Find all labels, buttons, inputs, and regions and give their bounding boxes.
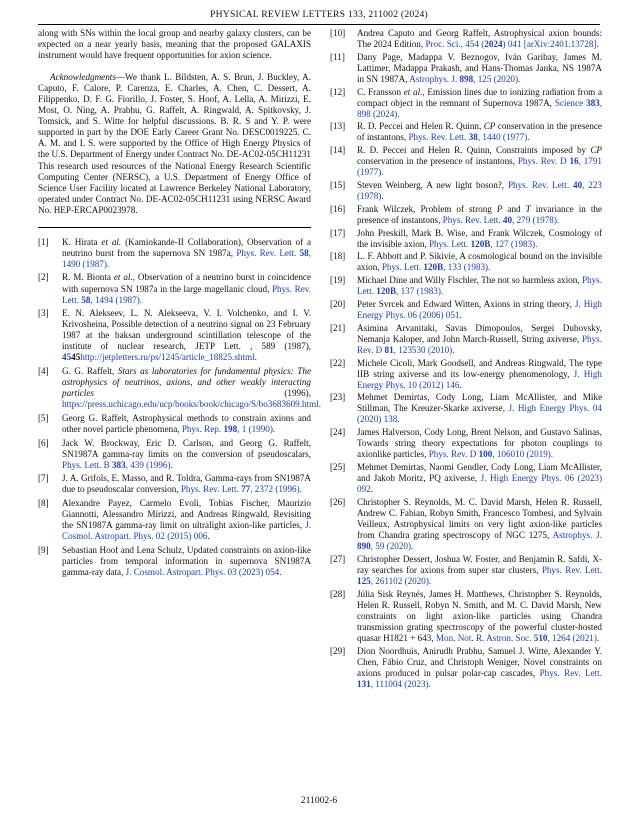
acknowledgments-dash: —	[115, 72, 126, 83]
acknowledgments-paragraph	[38, 72, 311, 216]
journal-name: J. Cosmol. Astropart. Phys. 02 (2015) 006	[62, 520, 311, 542]
reference-text: Júlia Sisk Reynés, James H. Matthews, Christopher S. Reynolds, Helen R. Russell, Robyn N. Smith, and M. C. David Marsh, New constraints on light axion-like particles using Chandra transmission grating spectroscopy of the powerful cluster-hosted quasar H1821 + 643,	[357, 588, 602, 643]
journal-volume: 120B	[470, 238, 491, 249]
journal-pages: , 127 (1983).	[490, 238, 538, 249]
reference-text: conservation in the presence of instantons,	[357, 121, 602, 143]
reference-journal-link[interactable]	[443, 215, 560, 225]
journal-pages: , 279 (1978).	[512, 214, 560, 225]
reference-end: .	[397, 414, 400, 425]
reference-journal-link[interactable]	[436, 633, 599, 643]
journal-name: Phys. Rev. D	[517, 156, 570, 167]
references-separator	[38, 227, 311, 228]
reference-end: .	[370, 484, 373, 495]
reference-number: [27]	[330, 553, 346, 564]
reference-number: [3]	[38, 308, 49, 319]
journal-name: Phys. Rev. Lett.	[539, 667, 602, 678]
reference-text: C. Fransson	[357, 86, 404, 97]
journal-pages: , 2372 (1996).	[250, 484, 302, 495]
reference-italic: T	[525, 203, 531, 214]
journal-pages: , 261102 (2020).	[370, 575, 432, 586]
reference-text: , Observation of a neutrino burst in coincidence with supernova SN 1987a in the large magellanic cloud,	[62, 272, 311, 294]
reference-number: [22]	[330, 357, 346, 368]
reference-number: [6]	[38, 437, 49, 448]
reference-number: [10]	[330, 28, 346, 38]
reference-number: [29]	[330, 645, 346, 656]
reference-text: R. D. Peccei and Helen R. Quinn,	[357, 121, 484, 132]
journal-name: J. High Energy Phys. 06 (2023) 092	[357, 473, 602, 495]
reference-item	[330, 251, 602, 273]
reference-text: Georg G. Raffelt, Astrophysical methods to constrain axions and other novel particle phenomena,	[62, 412, 311, 434]
journal-name: Phys. Rev. Lett.	[180, 484, 242, 495]
journal-name: Proc. Sci., 454 (	[425, 39, 485, 50]
journal-name: Science	[554, 97, 587, 108]
reference-end: .	[459, 310, 462, 320]
reference-number: [26]	[330, 496, 346, 507]
reference-number: [13]	[330, 121, 346, 132]
reference-italic: et al.	[113, 272, 133, 283]
reference-item	[38, 413, 311, 435]
journal-name: J. High Energy Phys. 10 (2012) 146	[357, 368, 602, 390]
reference-text: G. G. Raffelt,	[62, 366, 118, 377]
reference-text: John Preskill, Mark B. Wise, and Frank Wilczek, Cosmology of the invisible axion,	[357, 227, 602, 249]
reference-item	[38, 438, 311, 471]
journal-volume: 198	[223, 423, 238, 434]
journal-name: Phys. Lett.	[381, 262, 424, 273]
reference-text: E. N. Alekseev, L. N. Alekseeva, V. I. Volchenko, and I. V. Krivosheina, Possible detection of a neutrino signal on 23 February 1987 at the baksan underground scintillation telescope of the institute of nuclear research, JETP Lett.	[62, 308, 311, 352]
reference-journal-link[interactable]	[181, 484, 302, 494]
reference-text: invariance in the presence of instantons,	[357, 203, 602, 225]
journal-pages: , 1264 (2021).	[547, 632, 600, 643]
journal-pages: , 1 (1990).	[237, 423, 276, 434]
reference-text: Christopher S. Reynolds, M. C. David Marsh, Helen R. Russell, Andrew C. Fabian, Robyn Smith, Francesco Tombesi, and Sylvain Veilleux, Astrophysical limits on very light axion-like particles from Chandra grating spectroscopy of NGC 1275,	[357, 496, 602, 541]
reference-text: Dany Page, Madappa V. Beznogov, Iván Garibay, James M. Lattimer, Madappa Prakash, and Hans-Thomas Janka, NS 1987A in SN 1987A,	[357, 51, 602, 84]
reference-journal-link[interactable]	[429, 449, 553, 459]
reference-italic: Stars as laboratories for fundamental physics: The astrophysics of neutrinos, axions, and other weakly interacting particles	[62, 366, 311, 399]
reference-text: L. F. Abbott and P. Sikivie, A cosmological bound on the invisible axion,	[357, 251, 602, 273]
journal-name: Mon. Not. R. Astron. Soc.	[435, 632, 534, 643]
reference-number: [23]	[330, 392, 346, 403]
reference-item	[38, 308, 311, 363]
reference-item	[330, 392, 602, 425]
journal-volume: 58	[299, 247, 309, 258]
intro-paragraph: along with SNs within the local group and nearby galaxy clusters, can be expected on a near yearly basis, meaning that the proposed GALAXIS instrument would have frequent opportunities for axion science.	[38, 28, 311, 61]
left-column	[38, 28, 322, 580]
reference-number: [12]	[330, 86, 346, 97]
journal-volume: 120B	[376, 286, 397, 297]
reference-item	[330, 427, 602, 460]
journal-name: Phys. Lett. B	[62, 459, 112, 470]
journal-volume: 38	[468, 132, 478, 143]
reference-list-left	[38, 236, 322, 578]
reference-item	[330, 121, 602, 143]
reference-end: .	[459, 379, 462, 390]
reference-text: Steven Weinberg, A new light boson?,	[357, 180, 508, 191]
reference-url-link[interactable]: https://press.uchicago.edu/ucp/books/book/chicago/S/bo3683609.html	[62, 399, 319, 410]
reference-number: [11]	[330, 51, 345, 62]
reference-text: conservation in the presence of instantons,	[357, 156, 518, 167]
reference-text: , 589 (1987),	[250, 341, 312, 352]
reference-end: .	[596, 39, 599, 50]
reference-number: [17]	[330, 227, 346, 238]
reference-volume: 45	[71, 352, 81, 363]
journal-name: Astrophys. J.	[552, 530, 602, 541]
reference-journal-link[interactable]	[62, 352, 71, 362]
reference-item	[38, 545, 311, 578]
journal-name: J. Cosmol. Astropart. Phys. 03 (2023) 054	[125, 566, 280, 577]
reference-item	[330, 462, 602, 495]
journal-volume: 100	[478, 449, 493, 460]
journal-name: Phys. Rev. Lett.	[236, 247, 300, 258]
reference-text: Christopher Dessert, Joshua W. Foster, and Benjamin R. Safdi, X-ray searches for axions from super star clusters,	[357, 553, 602, 575]
reference-number: [9]	[38, 544, 49, 555]
reference-journal-link[interactable]	[409, 74, 520, 84]
reference-text: R. D. Peccei and Helen R. Quinn, Constraints imposed by	[357, 145, 591, 156]
reference-journal-link[interactable]	[382, 262, 491, 272]
journal-volume: 16	[569, 156, 579, 167]
acknowledgments-text: We thank L. Bildsten, A. S. Brun, J. Buckley, A. Caputo, F. Calore, P. Carenza, E. Charles, A. Chen, C. Dessert, A. Filippenko, D. F. G. Fiorillo, J. Foster, S. Hoof, A. Lella, A. Mirizzi, E. Most, O. Ning, A. Prabhu, G. Raffelt, A. Ringwald, A. Spitkovsky, J. Tomsick, and S. Witte for helpful discussions. B. R. S and Y. P. were supported in part by the DOE Early Career Grant No. DESC0019225. C. A. M. and I. S. were supported by the Office of High Energy Physics of the U.S. Department of Energy under Contract No. DE-AC02-05CH11231 This research used resources of the National Energy Research Scientific Computing Center (NERSC), a U.S. Department of Energy Office of Science User Facility located at Lawrence Berkeley National Laboratory, operated under Contract No. DE-AC02-05CH11231 using NERSC Award No. HEP-ERCAP0023978.	[38, 72, 311, 215]
reference-number: [28]	[330, 588, 346, 599]
reference-italic: et al.	[403, 86, 423, 97]
reference-end: .	[254, 352, 257, 363]
reference-journal-link[interactable]	[182, 424, 275, 434]
journal-name: Astrophys. J.	[409, 73, 460, 84]
acknowledgments-label: Acknowledgments	[50, 72, 116, 83]
journal-pages: ) 041 [arXiv:2401.13728]	[502, 39, 597, 50]
reference-item	[330, 204, 602, 226]
reference-item	[38, 366, 322, 410]
reference-end: .	[279, 566, 282, 577]
journal-name: Phys. Rev. Lett.	[507, 180, 574, 191]
reference-item	[330, 589, 602, 644]
reference-item	[330, 323, 602, 356]
reference-number: [16]	[330, 203, 346, 214]
reference-journal-link[interactable]	[62, 460, 173, 470]
reference-number: [19]	[330, 275, 346, 286]
reference-text: J. A. Grifols, E. Masso, and R. Toldra, Gamma-rays from SN1987A due to pseudoscalar conversion,	[62, 473, 311, 495]
journal-pages: , 133 (1983).	[443, 262, 491, 273]
reference-item	[38, 498, 311, 542]
journal-volume: 510	[533, 632, 548, 643]
reference-text: Dion Noordhuis, Anirudh Prabhu, Samuel J. Witte, Alexander Y. Chen, Fábio Cruz, and Christoph Weniger, Novel constraints on axions produced in pulsar polar-cap cascades,	[357, 645, 602, 678]
journal-volume: 383	[586, 97, 600, 108]
journal-name: Phys. Lett.	[428, 238, 471, 249]
reference-item	[330, 28, 602, 50]
journal-volume: 383	[111, 459, 126, 470]
reference-number: [24]	[330, 427, 346, 438]
reference-item	[330, 180, 602, 202]
journal-pages: , 106010 (2019).	[492, 449, 554, 460]
reference-journal-link[interactable]	[429, 239, 538, 249]
reference-text: Mehmet Demirtas, Naomi Gendler, Cody Long, Liam McAllister, and Jakob Moritz, PQ axiverse,	[357, 462, 602, 484]
journal-pages: , 125 (2020).	[473, 73, 521, 84]
journal-pages: , 1440 (1977).	[477, 132, 530, 143]
journal-volume: 898	[459, 73, 474, 84]
reference-item	[330, 554, 602, 587]
reference-number: [15]	[330, 180, 346, 191]
reference-text: Michele Cicoli, Mark Goodsell, and Andreas Ringwald, The type IIB string axiverse and its low-energy phenomenology,	[357, 357, 602, 379]
reference-item	[330, 358, 602, 391]
reference-end: .	[207, 531, 210, 542]
reference-text: Peter Svrcek and Edward Witten, Axions in string theory,	[357, 298, 575, 309]
reference-number: [25]	[330, 462, 346, 473]
reference-number: [20]	[330, 298, 346, 309]
reference-item	[330, 87, 602, 120]
reference-item	[330, 145, 602, 178]
journal-pages: , 439 (1996).	[125, 459, 173, 470]
journal-pages: , 59 (2020).	[370, 541, 414, 552]
reference-number: [8]	[38, 497, 49, 508]
reference-text: Jack W. Brockway, Eric D. Carlson, and Georg G. Raffelt, SN1987A gamma-ray limits on the conversion of pseudoscalars,	[62, 437, 311, 459]
reference-item	[38, 237, 311, 270]
journal-pages: , 111004 (2023).	[370, 678, 431, 689]
reference-item	[330, 299, 602, 321]
journal-name: Phys. Rev. D	[428, 449, 479, 460]
journal-pages: , 1494 (1987).	[90, 294, 143, 305]
reference-italic: P	[496, 203, 503, 214]
reference-list-right	[330, 28, 602, 690]
reference-item	[38, 272, 311, 305]
journal-volume: 40	[573, 180, 583, 191]
reference-text: (1996),	[93, 388, 311, 399]
journal-name: Phys. Rep.	[181, 423, 224, 434]
reference-italic: CP	[590, 145, 602, 156]
reference-number: [21]	[330, 322, 346, 333]
reference-number: [4]	[38, 366, 49, 377]
reference-text: Asimina Arvanitaki, Savas Dimopoulos, Sergei Dubovsky, Nemanja Kaloper, and John March-Russell, String axiverse,	[357, 322, 602, 344]
reference-text: Michael Dine and Willy Fischler, The not so harmless axion,	[357, 275, 582, 286]
header-rule	[38, 24, 600, 25]
reference-item	[330, 646, 602, 690]
reference-text: (Kamiokande-II Collaboration), Observation of a neutrino burst from the supernova SN 1987a,	[62, 236, 312, 258]
reference-end: .	[318, 399, 322, 410]
journal-name: Phys. Rev. D	[357, 333, 602, 355]
reference-text: Sebastian Hoof and Lena Schulz, Updated constraints on axion-like particles from temporal information in supernova SN1987A gamma-ray data,	[62, 544, 311, 577]
reference-italic: CP	[483, 121, 496, 132]
reference-text: , Emission lines due to ionizing radiation from a compact object in the remnant of Supernova 1987A,	[357, 86, 603, 108]
journal-volume: 81	[384, 344, 394, 355]
reference-journal-link[interactable]	[425, 39, 596, 49]
journal-name: J. High Energy Phys. 06 (2006) 051	[357, 298, 602, 320]
reference-text: Alexandre Payez, Carmelo Evoli, Tobias Fischer, Maurizio Giannotti, Alessandro Mirizzi, and Andreas Ringwald, Revisiting the SN1987A gamma-ray limit on ultralight axion-like particles,	[62, 497, 311, 531]
journal-pages: , 137 (1983).	[396, 286, 444, 297]
journal-volume: 125	[357, 575, 371, 586]
journal-name: Phys. Rev. Lett.	[408, 132, 469, 143]
reference-number: [2]	[38, 272, 49, 283]
journal-pages: , 223 (1978).	[357, 180, 602, 202]
journal-name: Phys. Rev. Lett.	[442, 214, 503, 225]
journal-volume: 131	[357, 678, 371, 689]
reference-item	[38, 473, 311, 495]
reference-text: Andrea Caputo and Georg Raffelt, Astrophysical axion bounds: The 2024 Edition,	[357, 28, 602, 50]
reference-text: and	[502, 203, 526, 214]
journal-pages: , 1490 (1987).	[62, 247, 311, 269]
journal-volume: 40	[502, 214, 513, 225]
reference-item	[330, 52, 602, 85]
journal-volume: 2024	[484, 39, 503, 50]
reference-number: [1]	[38, 236, 49, 247]
reference-number: [7]	[38, 473, 49, 484]
running-head: PHYSICAL REVIEW LETTERS 133, 211002 (2024)	[210, 9, 428, 20]
reference-journal-link[interactable]	[126, 567, 280, 577]
journal-name: Phys. Rev. Lett.	[62, 283, 312, 305]
reference-item	[330, 275, 602, 297]
reference-number: [18]	[330, 251, 346, 262]
reference-text: James Halverson, Cody Long, Brent Nelson, and Gustavo Salinas, Towards string theory expectations for photon couplings to axionlike particles,	[357, 427, 602, 460]
journal-volume: 120B	[423, 262, 444, 273]
reference-text: Frank Wilczek, Problem of strong	[357, 203, 497, 214]
reference-text: Mehmet Demirtas, Cody Long, Liam McAllister, and Mike Stillman, The Kreuzer-Skarke axiverse,	[357, 392, 602, 414]
reference-italic: et al.	[101, 236, 122, 247]
journal-volume: 77	[241, 484, 251, 495]
reference-url-link[interactable]: http://jetpletters.ru/ps/1245/article_18825.shtml	[80, 352, 255, 363]
reference-text: K. Hirata	[62, 236, 102, 247]
reference-text: R. M. Bionta	[62, 272, 114, 283]
reference-number: [14]	[330, 145, 346, 156]
journal-volume: 45	[62, 352, 72, 363]
journal-pages: , 1791 (1977).	[357, 156, 602, 178]
journal-pages: , 898 (2024).	[357, 97, 602, 119]
journal-volume: 58	[81, 294, 91, 305]
journal-volume: 890	[357, 541, 371, 552]
journal-name: Phys. Lett.	[357, 275, 602, 297]
journal-name: Phys. Rev. Lett.	[541, 564, 602, 575]
journal-name: J. High Energy Phys. 04 (2020) 138	[357, 403, 602, 425]
reference-number: [5]	[38, 412, 49, 423]
reference-journal-link[interactable]	[408, 132, 529, 142]
reference-item	[330, 228, 602, 250]
reference-item	[330, 497, 602, 552]
page-number: 211002-6	[300, 795, 338, 806]
right-column	[330, 28, 602, 691]
journal-pages: , 123530 (2010).	[393, 344, 455, 355]
